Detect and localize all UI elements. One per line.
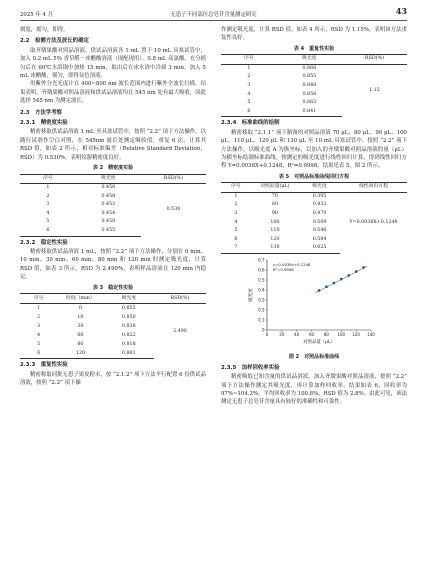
running-header — [20, 6, 407, 20]
table-cell: 0.855 — [302, 74, 317, 80]
table-cell: 1 — [247, 65, 251, 71]
issue-date: 2025 年 4 月 — [20, 12, 54, 18]
x-tick-label: 20 — [279, 331, 285, 337]
table-cell: 4 — [37, 333, 41, 339]
table-cell: 60 — [77, 333, 84, 339]
y-tick-label: 0.7 — [258, 257, 265, 263]
table-cell: 110 — [270, 228, 280, 234]
x-tick-label: 0 — [265, 331, 269, 337]
table-cell: 5 — [46, 219, 50, 225]
table-cell: 3 — [37, 324, 41, 330]
table-cell: 6 — [20, 227, 76, 236]
table-cell: 0.395 — [312, 193, 327, 199]
table-header-cell: 线性回归方程 — [340, 183, 407, 193]
table-cell: 6 — [234, 236, 238, 242]
x-tick-label: 100 — [337, 331, 346, 337]
paragraph-2-2b: 用紫外分光光度计在 400~800 nm 波长范围内进行紫外全波长扫描。结果表明，齐墩果酸对照品溶液和供试品溶液均在 545 nm 处有最大吸收，因此选择 545 nm 为测定波长。 — [20, 81, 206, 105]
paragraph-2-3-3: 精密称取同批无患子果皮粉末，按 “2.1.2” 项下方法平行配置 6 份供试品溶液，按照 “2.2” 项下操 — [20, 371, 206, 386]
data-point — [325, 286, 327, 288]
heading-2-3: 2.3 方法学考察 — [20, 109, 62, 116]
paragraph-continued: 作测定吸光度，计算 RSD 值，如表 4 所示，RSD 为 1.15%，表明该方法重复性良好。 — [221, 27, 407, 42]
y-axis-label: 吸光度 — [249, 288, 254, 302]
x-tick-label: 120 — [352, 331, 360, 337]
table-cell: 5 — [37, 342, 41, 348]
table-cell: 0.822 — [121, 333, 136, 339]
table-2-caption: 表 2 精密度实验 — [92, 165, 134, 172]
table-cell: 0.838 — [121, 324, 136, 330]
x-tick-label: 40 — [294, 331, 300, 337]
paragraph-2-3-2: 精密移取供试品溶液 1 mL，按照 “2.2” 项下方法操作，分别在 0 min、10 min、30 min、60 min、80 min 和 120 min 时测定吸光度，计算 RSD 值，如表 3 所示，RSD 为 2.490%，表明样品溶液在 120 min 内稳定。 — [20, 249, 206, 281]
figure-2 — [221, 256, 407, 351]
table-cell: 0.855 — [121, 306, 136, 312]
table-5-calibration — [221, 182, 407, 254]
table-cell: 4 — [247, 91, 251, 97]
table-cell: 0.848 — [302, 83, 317, 88]
y-tick-label: 0.6 — [258, 267, 265, 273]
paragraph-intro: 刻度，摇匀，即得。 — [20, 27, 69, 33]
x-tick-label: 60 — [309, 331, 315, 337]
table-row — [20, 184, 206, 193]
table-cell: 30 — [77, 324, 84, 330]
figure-2-caption: 图 2 对照品标准曲线 — [288, 354, 340, 361]
paragraph-2-3-4: 精密移取 “2.1.1” 项下制备的对照品溶液 70 μL、80 μL、90 μL、100 μL、110 μL、120 μL 和 130 μL 至 10 mL 具塞试管中，按照 “2.2” 项下方法操作，以吸光度 A 为纵坐标，以加入的齐墩果酸对照品溶液的量（μL）为横坐标绘制标准曲线。按测定的吸光度进行线性回归计算，得到线性回归方程 Y=0.0038X+0.1248，R²=0.9998。结果见表 5，图 2 所示。 — [221, 129, 407, 170]
y-tick-label: 0.3 — [258, 297, 265, 303]
table-header-cell: RSD(%) — [342, 55, 407, 65]
y-tick-label: 0 — [261, 327, 265, 333]
table-header-cell: 吸光度 — [104, 294, 154, 304]
table-header-cell: 吸光度 — [76, 174, 141, 184]
left-column — [20, 26, 206, 387]
paragraph-2-3-1: 精密移取供试品溶液 1 mL 至具塞试管中，按照 “2.2” 项下方法操作，以随行试剂作空白对照，在 545nm 波长处测定吸收值，重复 6 次，计算其 RSD 值，如表 2 所示，相对标准偏差（Relative Standard Deviation，RSD）为 0.530%，表明仪器精密度良好。 — [20, 129, 206, 161]
heading-2-2: 2.2 检测方法及波长的确定 — [20, 38, 89, 45]
table-cell: 0 — [78, 306, 82, 312]
table-cell: 2 — [234, 202, 238, 208]
right-column — [221, 26, 407, 407]
data-point — [333, 282, 335, 284]
table-cell: 0.625 — [299, 244, 340, 253]
y-tick-label: 0.4 — [258, 287, 265, 293]
table-rsd-cell: 2.490 — [173, 328, 187, 334]
table-cell: 0.868 — [302, 65, 317, 71]
page-number: 43 — [395, 6, 407, 16]
table-cell: 0.509 — [312, 219, 327, 225]
table-cell: 0.801 — [104, 349, 154, 359]
table-2-precision — [20, 174, 206, 237]
table-cell: 1 — [46, 185, 50, 191]
data-point — [355, 270, 357, 272]
x-tick-label: 80 — [323, 331, 329, 337]
data-point — [340, 278, 342, 280]
table-header-cell: 吸光度 — [277, 55, 342, 65]
table-header-cell: 序号 — [20, 174, 76, 184]
table-cell: 0.454 — [101, 210, 116, 216]
table-cell: 0.841 — [277, 108, 342, 117]
table-5-caption: 表 5 对照品标准曲线回归方程 — [278, 173, 350, 180]
heading-2-3-5: 2.3.5 加样回收率实验 — [221, 364, 280, 371]
table-3-stability — [20, 293, 206, 359]
y-tick-label: 0.1 — [258, 317, 265, 323]
table-header-cell: RSD(%) — [154, 294, 206, 304]
table-cell: 0.455 — [76, 227, 141, 236]
table-header-cell: RSD(%) — [141, 174, 206, 184]
table-cell: 6 — [20, 349, 57, 359]
table-cell: 2 — [37, 315, 41, 321]
table-cell: 120 — [57, 349, 104, 359]
table-row — [221, 64, 407, 73]
heading-2-3-4: 2.3.4 标准曲线的绘制 — [221, 120, 280, 127]
table-cell: 4 — [234, 219, 238, 225]
table-cell: 1 — [37, 306, 41, 312]
regression-equation-cell: Y=0.0038X+0.1248 — [349, 219, 398, 225]
table-cell: 10 — [77, 315, 84, 321]
table-cell: 0.452 — [101, 202, 116, 208]
table-3-caption: 表 3 稳定性实验 — [92, 284, 134, 291]
r-squared-label: R²=0.9998 — [273, 266, 294, 272]
table-cell: 7 — [221, 244, 251, 253]
table-header-cell: 序号 — [20, 294, 57, 304]
table-header-cell: 对照品量(μL) — [251, 183, 299, 193]
heading-2-3-3: 2.3.3 重复性实验 — [20, 362, 68, 369]
table-header-cell: 序号 — [221, 183, 251, 193]
table-header-cell: 序号 — [221, 55, 277, 65]
x-tick-label: 140 — [367, 331, 375, 337]
y-tick-label: 0.2 — [258, 307, 265, 313]
table-cell: 0.584 — [312, 236, 327, 242]
table-cell: 70 — [271, 193, 278, 199]
table-cell: 5 — [247, 100, 251, 106]
heading-2-3-1: 2.3.1 精密度实验 — [20, 120, 68, 127]
table-header-cell: 时间（min） — [57, 294, 104, 304]
header-rule — [20, 20, 407, 21]
table-cell: 2 — [247, 74, 251, 80]
table-4-repeatability — [221, 54, 407, 117]
paragraph-2-3-5: 精密吸取已知含量的供试品溶液，加入齐墩果酸对照品溶液，按照 “2.2” 项下方法操作测定其吸光度，再计算加样回收率，结果如表 6，回收率为 97%~104.2%，平均回收率为 100.8%，RSD 值为 2.8%。由此可见，该法测定无患子总皂苷含量具有较好的准确性和可靠性。 — [221, 374, 407, 406]
heading-2-3-2: 2.3.2 稳定性实验 — [20, 239, 68, 246]
data-point — [348, 274, 350, 276]
table-cell: 0.458 — [101, 219, 116, 225]
table-cell: 3 — [234, 211, 238, 216]
table-cell: 2 — [46, 193, 50, 199]
table-cell: 0.858 — [302, 91, 317, 97]
table-cell: 80 — [271, 202, 278, 208]
table-cell: 0.850 — [121, 315, 136, 321]
regression-equation-label: y=0.0038x+0.1248 — [273, 261, 311, 267]
table-cell: 0.818 — [121, 342, 136, 348]
table-cell: 4 — [46, 210, 50, 216]
table-cell: 90 — [271, 211, 278, 216]
table-cell: 0.432 — [312, 202, 327, 208]
table-cell: 5 — [234, 228, 238, 234]
table-cell: 3 — [46, 202, 50, 208]
table-cell: 1 — [234, 193, 238, 199]
table-header-cell: 吸光度 — [299, 183, 340, 193]
x-axis-label: 对照品量（μL） — [303, 339, 335, 345]
table-row — [221, 192, 407, 201]
table-cell: 100 — [270, 219, 280, 225]
table-rsd-cell: 0.530 — [166, 206, 181, 212]
table-cell: 0.458 — [101, 193, 116, 199]
table-row — [20, 304, 206, 314]
table-cell: 80 — [77, 342, 84, 348]
table-rsd-cell: 1.15 — [369, 87, 380, 93]
table-4-caption: 表 4 重复性实验 — [293, 45, 335, 52]
table-cell: 120 — [270, 236, 280, 242]
table-cell: 3 — [247, 83, 251, 88]
y-tick-label: 0.5 — [258, 277, 265, 283]
running-title: 无患子不同部位总皂苷含量测定研究 — [170, 12, 257, 18]
paragraph-2-2a: 取齐墩果酸对照品溶液、供试品溶液各 1 mL 置于 10 mL 具塞试管中，加入 0.2 mL 5% 香草醛－冰醋酸溶液（现配现用）、0.8 mL 高氯酸，充分摇匀后在 60℃水浴锅中加热 15 min，取出后在冰水浴中冷却 3 min，加入 5 mL 冰醋酸，摇匀，即得显色溶液。 — [20, 47, 206, 80]
table-cell: 0.458 — [101, 185, 116, 191]
table-cell: 6 — [221, 108, 277, 117]
table-cell: 0.470 — [312, 211, 327, 216]
data-point — [362, 266, 364, 268]
table-cell: 0.863 — [302, 100, 317, 106]
table-cell: 130 — [251, 244, 299, 253]
calibration-chart — [221, 256, 407, 348]
data-point — [318, 289, 320, 291]
table-cell: 0.546 — [312, 228, 327, 234]
